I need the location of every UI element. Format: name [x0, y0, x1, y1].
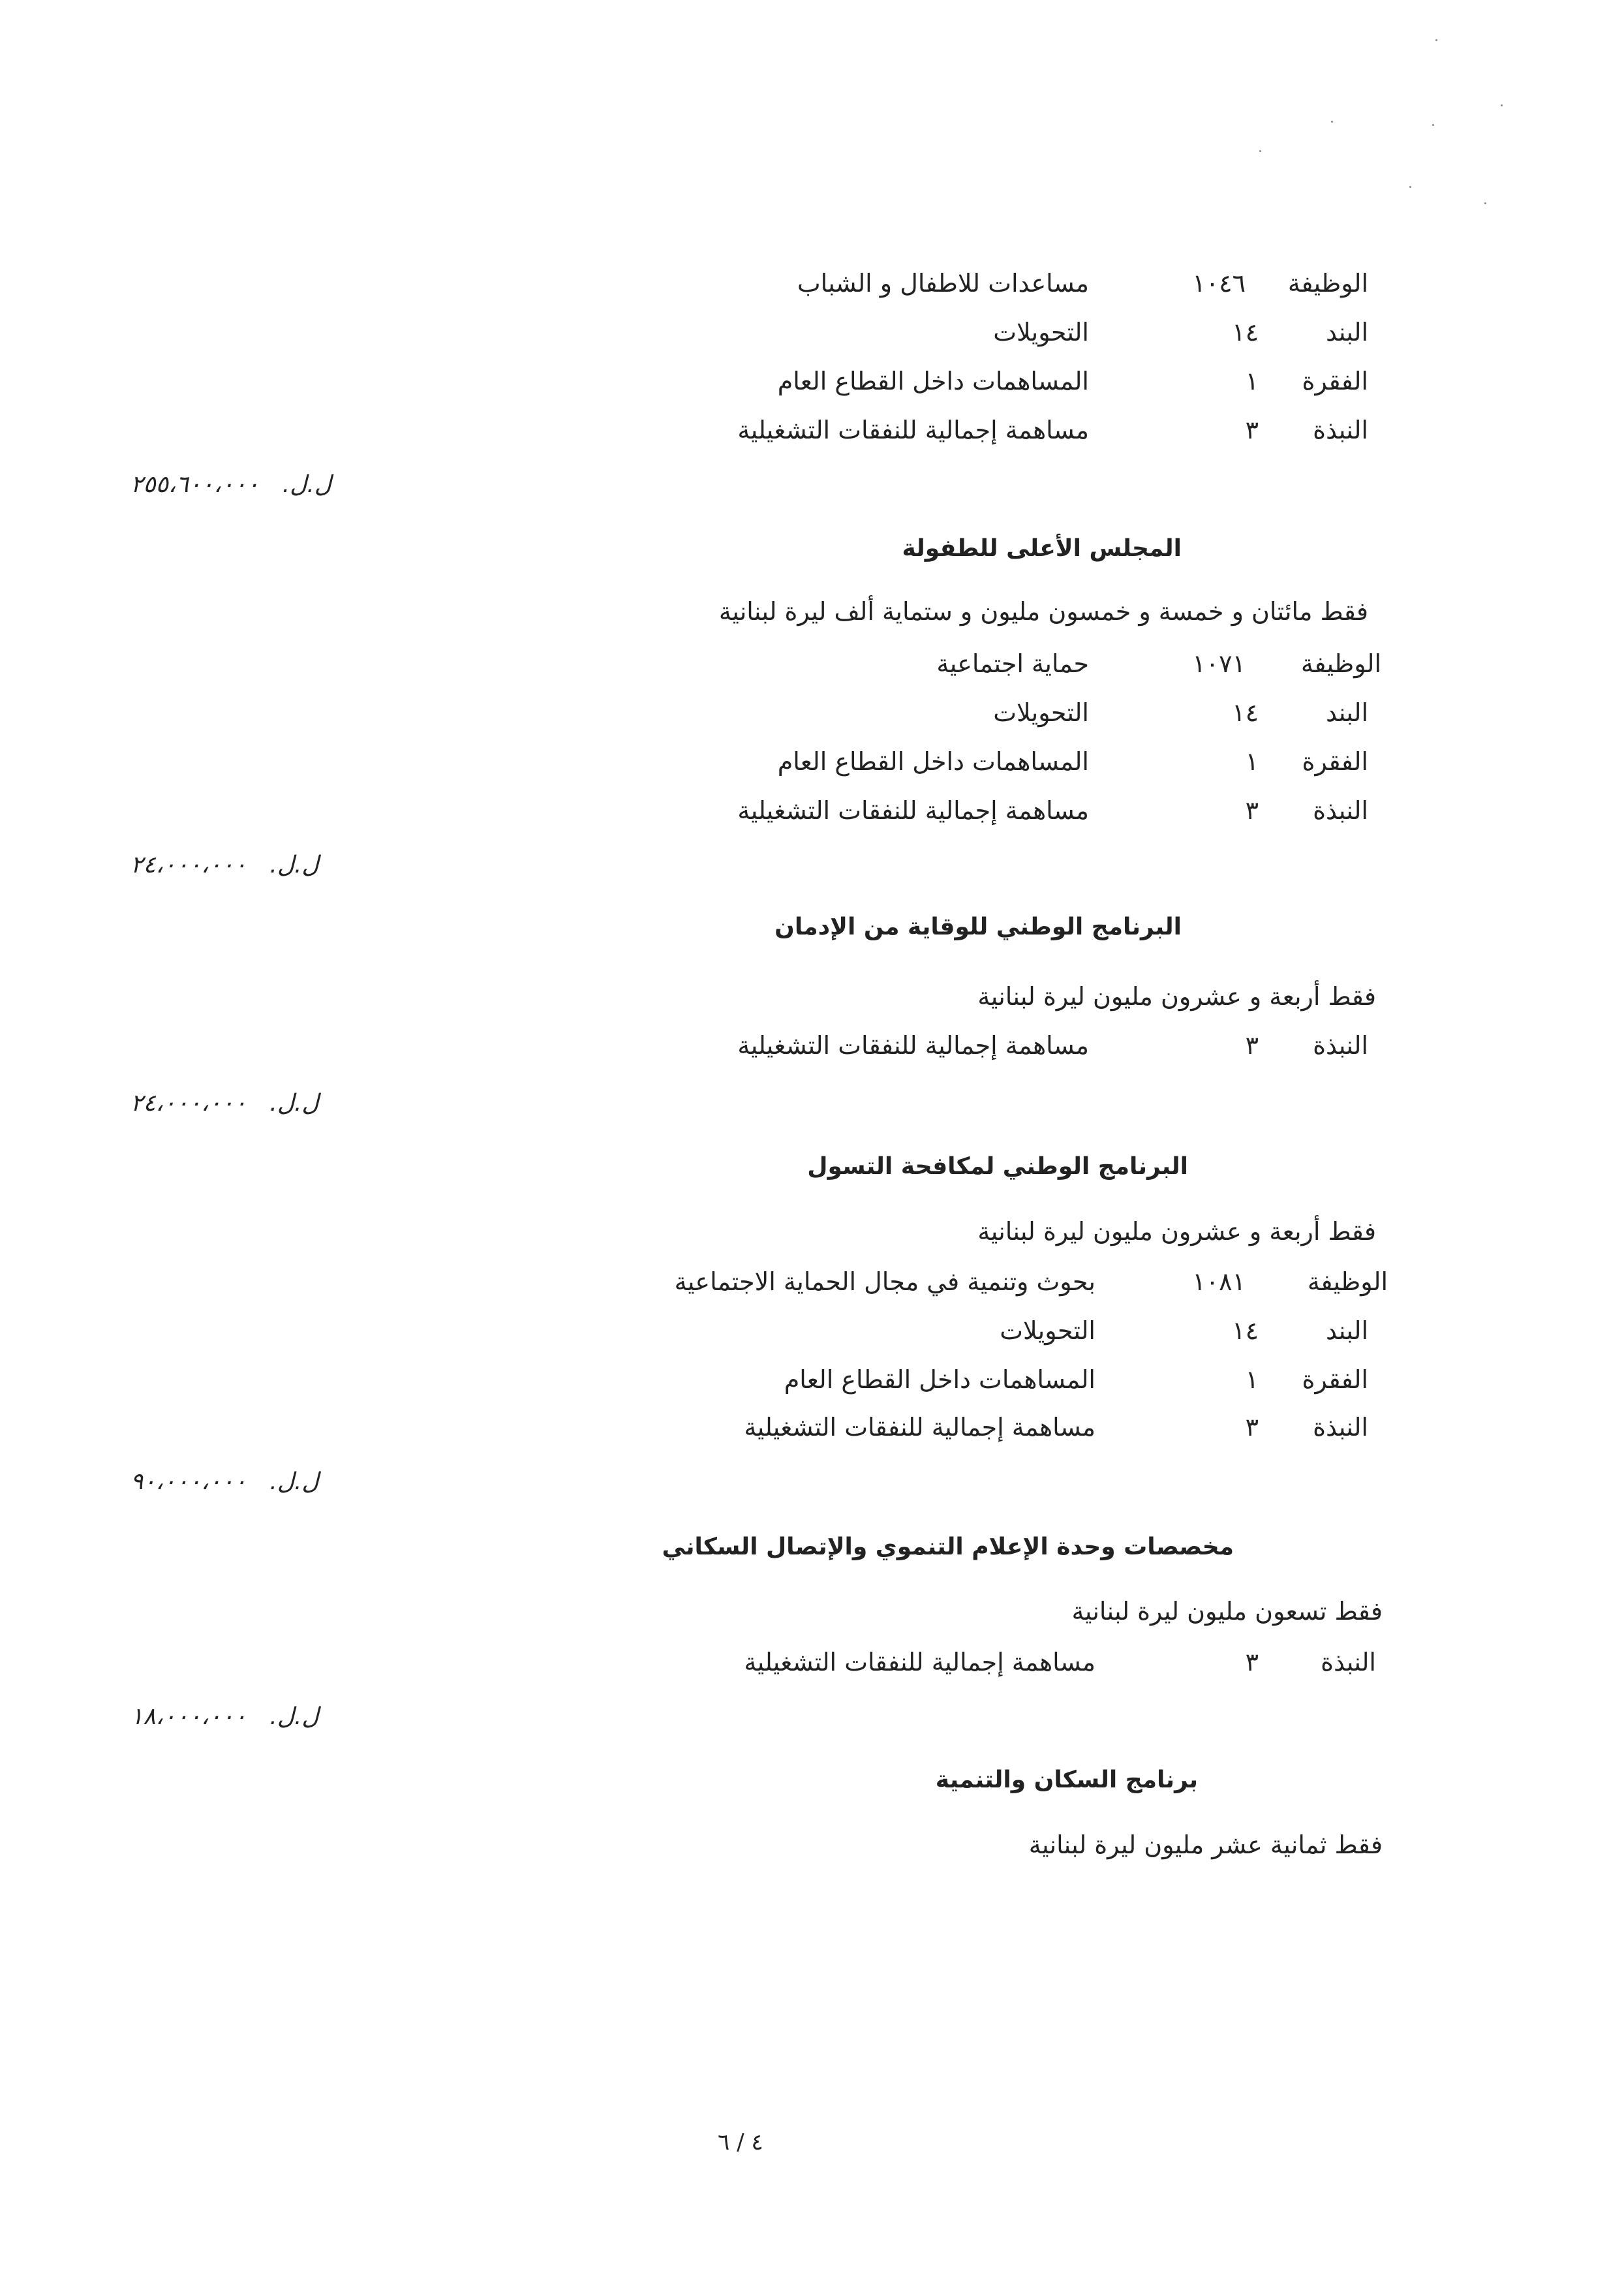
row-description: مساهمة إجمالية للنفقات التشغيلية: [744, 1413, 1095, 1442]
amount-in-words: فقط أربعة و عشرون مليون ليرة لبنانية: [977, 1217, 1376, 1246]
row-number: ٣: [1245, 1648, 1259, 1676]
amount-line: [130, 471, 331, 498]
row-number: ١٠٨١: [1192, 1267, 1246, 1296]
row-description: المساهمات داخل القطاع العام: [777, 367, 1089, 395]
row-number: ١: [1245, 1365, 1259, 1394]
row-label: النبذة: [1313, 1031, 1368, 1060]
row-number: ١: [1245, 367, 1259, 395]
row-label: الوظيفة: [1287, 269, 1368, 298]
row-number: ٣: [1245, 1413, 1259, 1442]
section-title: البرنامج الوطني للوقاية من الإدمان: [774, 914, 1182, 940]
amount-line: [130, 1703, 319, 1730]
row-label: البند: [1325, 1316, 1368, 1345]
row-number: ١٠٤٦: [1192, 269, 1246, 298]
currency-label: ل.ل.: [269, 1468, 319, 1495]
amount-in-words: فقط مائتان و خمسة و خمسون مليون و ستماية ألف ليرة لبنانية: [718, 597, 1368, 626]
row-label: الفقرة: [1302, 1365, 1368, 1394]
scan-speck: [1409, 186, 1411, 188]
row-description: التحويلات: [993, 318, 1089, 347]
row-label: البند: [1325, 318, 1368, 347]
row-label: النبذة: [1321, 1648, 1376, 1676]
row-label: الوظيفة: [1307, 1267, 1388, 1296]
row-description: مساهمة إجمالية للنفقات التشغيلية: [744, 1648, 1095, 1676]
row-label: النبذة: [1313, 796, 1368, 825]
amount-value: ١٨،٠٠٠،٠٠٠: [130, 1703, 247, 1730]
amount-in-words: فقط ثمانية عشر مليون ليرة لبنانية: [1028, 1830, 1383, 1859]
row-label: النبذة: [1313, 416, 1368, 444]
scan-speck: [1432, 124, 1434, 126]
row-description: مساهمة إجمالية للنفقات التشغيلية: [737, 1031, 1089, 1060]
section-title: المجلس الأعلى للطفولة: [902, 535, 1182, 562]
row-description: حماية اجتماعية: [936, 649, 1089, 678]
section-title: البرنامج الوطني لمكافحة التسول: [807, 1153, 1188, 1180]
page-number: ٤ / ٦: [718, 2129, 763, 2155]
amount-in-words: فقط أربعة و عشرون مليون ليرة لبنانية: [977, 982, 1376, 1011]
scan-speck: [1484, 202, 1486, 204]
row-number: ٣: [1245, 416, 1259, 444]
row-description: التحويلات: [1000, 1316, 1095, 1345]
row-description: مساهمة إجمالية للنفقات التشغيلية: [737, 796, 1089, 825]
scan-speck: [1331, 121, 1333, 123]
amount-in-words: فقط تسعون مليون ليرة لبنانية: [1071, 1597, 1383, 1626]
currency-label: ل.ل.: [269, 1090, 319, 1117]
row-number: ١٤: [1232, 698, 1259, 727]
amount-value: ٢٥٥،٦٠٠،٠٠٠: [130, 471, 260, 498]
row-description: مساعدات للاطفال و الشباب: [797, 269, 1089, 298]
section-title: مخصصات وحدة الإعلام التنموي والإتصال السكاني: [662, 1534, 1234, 1560]
row-label: الفقرة: [1302, 747, 1368, 776]
row-number: ١٤: [1232, 318, 1259, 347]
amount-line: [130, 852, 319, 878]
row-description: المساهمات داخل القطاع العام: [784, 1365, 1095, 1394]
amount-value: ٢٤،٠٠٠،٠٠٠: [130, 852, 247, 878]
amount-line: [130, 1090, 319, 1117]
amount-line: [130, 1468, 319, 1495]
section-title: برنامج السكان والتنمية: [935, 1767, 1198, 1793]
row-number: ٣: [1245, 1031, 1259, 1060]
row-description: مساهمة إجمالية للنفقات التشغيلية: [737, 416, 1089, 444]
row-description: المساهمات داخل القطاع العام: [777, 747, 1089, 776]
row-description: التحويلات: [993, 698, 1089, 727]
scan-speck: [1259, 150, 1261, 152]
scan-speck: [1501, 104, 1503, 106]
currency-label: ل.ل.: [269, 852, 319, 878]
row-number: ١٠٧١: [1192, 649, 1246, 678]
row-label: الوظيفة: [1300, 649, 1381, 678]
row-label: البند: [1325, 698, 1368, 727]
amount-value: ٢٤،٠٠٠،٠٠٠: [130, 1090, 247, 1117]
currency-label: ل.ل.: [282, 471, 331, 498]
row-number: ٣: [1245, 796, 1259, 825]
row-label: الفقرة: [1302, 367, 1368, 395]
row-description: بحوث وتنمية في مجال الحماية الاجتماعية: [674, 1267, 1095, 1296]
amount-value: ٩٠،٠٠٠،٠٠٠: [130, 1468, 247, 1495]
row-number: ١: [1245, 747, 1259, 776]
row-label: النبذة: [1313, 1413, 1368, 1442]
row-number: ١٤: [1232, 1316, 1259, 1345]
currency-label: ل.ل.: [269, 1703, 319, 1730]
scan-speck: [1435, 39, 1437, 41]
